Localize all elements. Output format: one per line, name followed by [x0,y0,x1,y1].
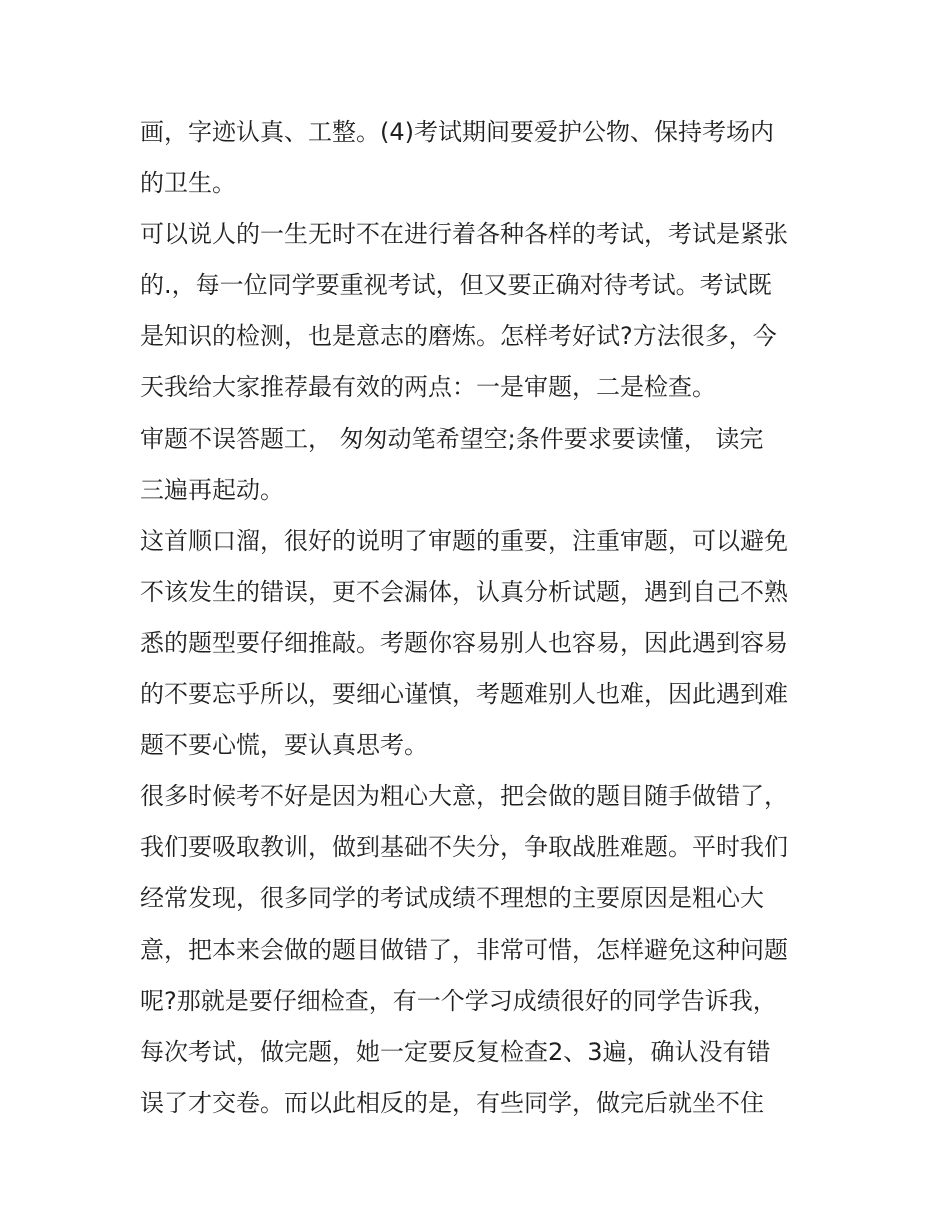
text-line: 很多时候考不好是因为粗心大意，把会做的题目随手做错了， [140,782,788,811]
text-line: 呢?那就是要仔细检查，有一个学习成绩很好的同学告诉我， [140,986,777,1015]
body-text [140,107,820,1129]
text-line: 意，把本来会做的题目做错了，非常可惜，怎样避免这种问题 [140,935,788,964]
text-line: 天我给大家推荐最有效的两点：一是审题，二是检查。 [140,373,716,402]
text-line: 题不要心慌，要认真思考。 [140,731,428,760]
text-line: 审题不误答题工， 匆匆动笔希望空;条件要求要读懂， 读完 [140,424,764,453]
text-line: 不该发生的错误，更不会漏体，认真分析试题，遇到自己不熟 [140,577,788,606]
text-line: 可以说人的一生无时不在进行着各种各样的考试，考试是紧张 [140,220,788,249]
text-line: 悉的题型要仔细推敲。考题你容易别人也容易，因此遇到容易 [140,628,788,657]
text-line: 每次考试，做完题，她一定要反复检查2、3遍，确认没有错 [140,1037,771,1066]
text-line: 画，字迹认真、工整。(4)考试期间要爱护公物、保持考场内 [140,118,774,146]
text-line: 的卫生。 [140,169,236,198]
text-line: 这首顺口溜，很好的说明了审题的重要，注重审题，可以避免 [140,526,788,555]
text-line: 经常发现，很多同学的考试成绩不理想的主要原因是粗心大 [140,884,764,913]
text-line: 三遍再起动。 [140,475,284,504]
text-line: 我们要吸取教训，做到基础不失分，争取战胜难题。平时我们 [140,833,788,862]
text-line: 误了才交卷。而以此相反的是，有些同学，做完后就坐不住 [140,1088,764,1117]
text-line: 是知识的检测，也是意志的磨炼。怎样考好试?方法很多，今 [140,322,777,351]
text-line: 的不要忘乎所以，要细心谨慎，考题难别人也难，因此遇到难 [140,680,788,709]
text-line: 的.，每一位同学要重视考试，但又要正确对待考试。考试既 [140,271,772,300]
